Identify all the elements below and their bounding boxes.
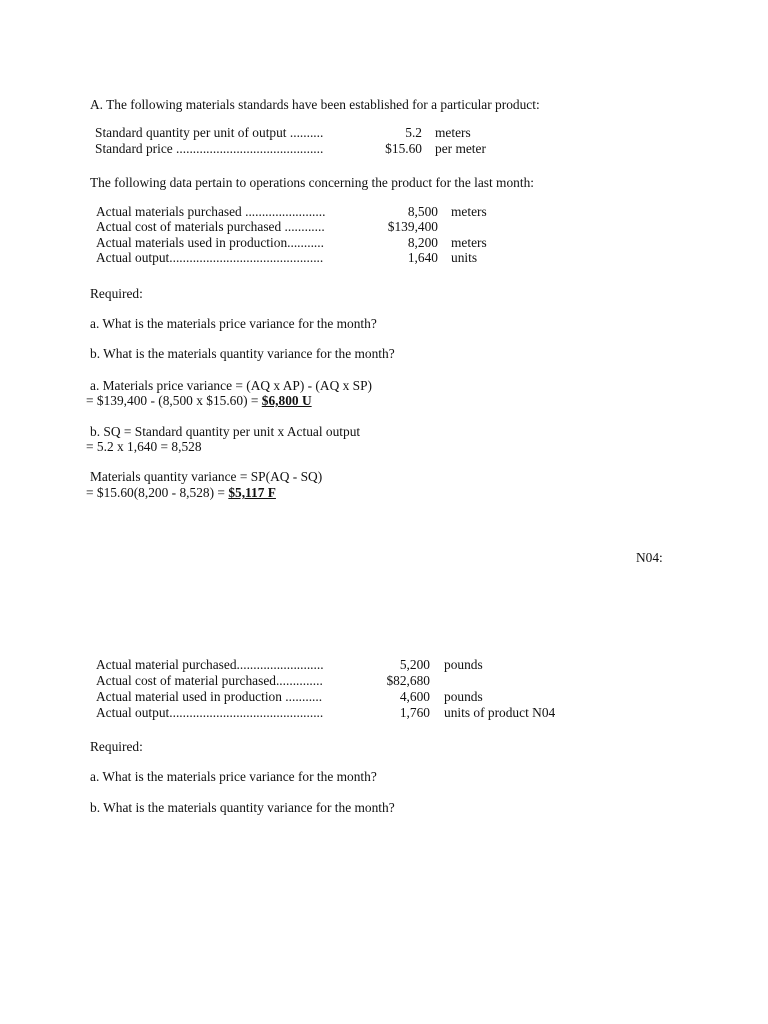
actuals-row <box>0 673 768 689</box>
row-value: $139,400 <box>387 219 438 234</box>
row-unit: per meter <box>435 141 486 156</box>
problem-a-data-intro: The following data pertain to operations concerning the product for the last month: <box>90 175 534 190</box>
question-b: b. What is the materials quantity variance for the month? <box>90 800 395 815</box>
sq-formula: b. SQ = Standard quantity per unit x Actual output <box>90 424 361 439</box>
row-label: Actual materials used in production........... <box>96 235 324 250</box>
row-value: $82,680 <box>386 673 430 688</box>
row-value: 8,500 <box>407 204 438 219</box>
row-unit: pounds <box>444 689 483 704</box>
row-label: Actual material used in production ........... <box>96 689 323 704</box>
row-label: Actual material purchased.......................... <box>96 657 324 672</box>
row-label: Actual output.............................................. <box>96 250 324 265</box>
row-unit: meters <box>451 235 487 250</box>
price-variance-formula: a. Materials price variance = (AQ x AP) - (AQ x SP) <box>90 378 372 393</box>
actuals-row <box>0 204 768 220</box>
row-label: Actual cost of materials purchased ............ <box>96 219 325 234</box>
row-unit: units of product N04 <box>444 705 556 720</box>
row-unit: meters <box>435 125 471 140</box>
price-variance-answer: $6,800 U <box>261 393 312 408</box>
price-variance-calc-text: = $139,400 - (8,500 x $15.60) = <box>86 393 262 408</box>
actuals-row <box>0 689 768 705</box>
problem-a-intro: A. The following materials standards have been established for a particular product: <box>90 97 540 112</box>
row-label: Actual materials purchased ........................ <box>96 204 326 219</box>
row-value: 1,640 <box>407 250 438 265</box>
question-a: a. What is the materials price variance for the month? <box>90 769 377 784</box>
question-b: b. What is the materials quantity variance for the month? <box>90 346 395 361</box>
row-value: 1,760 <box>399 705 430 720</box>
row-value: 5,200 <box>399 657 430 672</box>
actuals-row <box>0 250 768 266</box>
row-value: 5.2 <box>405 125 422 140</box>
quantity-variance-calculation <box>86 485 276 501</box>
row-unit: pounds <box>444 657 483 672</box>
row-label: Standard price ............................................ <box>95 141 324 156</box>
row-unit: units <box>451 250 478 265</box>
row-label: Actual cost of material purchased.............. <box>96 673 323 688</box>
actuals-row <box>0 705 768 721</box>
row-unit: meters <box>451 204 487 219</box>
problem-code: N04: <box>636 550 663 565</box>
row-value: 4,600 <box>399 689 430 704</box>
required-heading: Required: <box>90 286 143 301</box>
row-label: Standard quantity per unit of output .......... <box>95 125 324 140</box>
row-label: Actual output.............................................. <box>96 705 324 720</box>
required-heading: Required: <box>90 739 143 754</box>
actuals-row <box>0 235 768 251</box>
row-value: $15.60 <box>385 141 422 156</box>
standards-row <box>0 125 768 141</box>
standards-row <box>0 141 768 157</box>
price-variance-calculation <box>86 393 312 409</box>
row-value: 8,200 <box>407 235 438 250</box>
question-a: a. What is the materials price variance for the month? <box>90 316 377 331</box>
quantity-variance-calc-text: = $15.60(8,200 - 8,528) = <box>86 485 229 500</box>
sq-calculation: = 5.2 x 1,640 = 8,528 <box>86 439 202 454</box>
actuals-row <box>0 657 768 673</box>
quantity-variance-answer: $5,117 F <box>228 485 276 500</box>
actuals-row <box>0 219 768 235</box>
quantity-variance-formula: Materials quantity variance = SP(AQ - SQ) <box>90 469 323 484</box>
